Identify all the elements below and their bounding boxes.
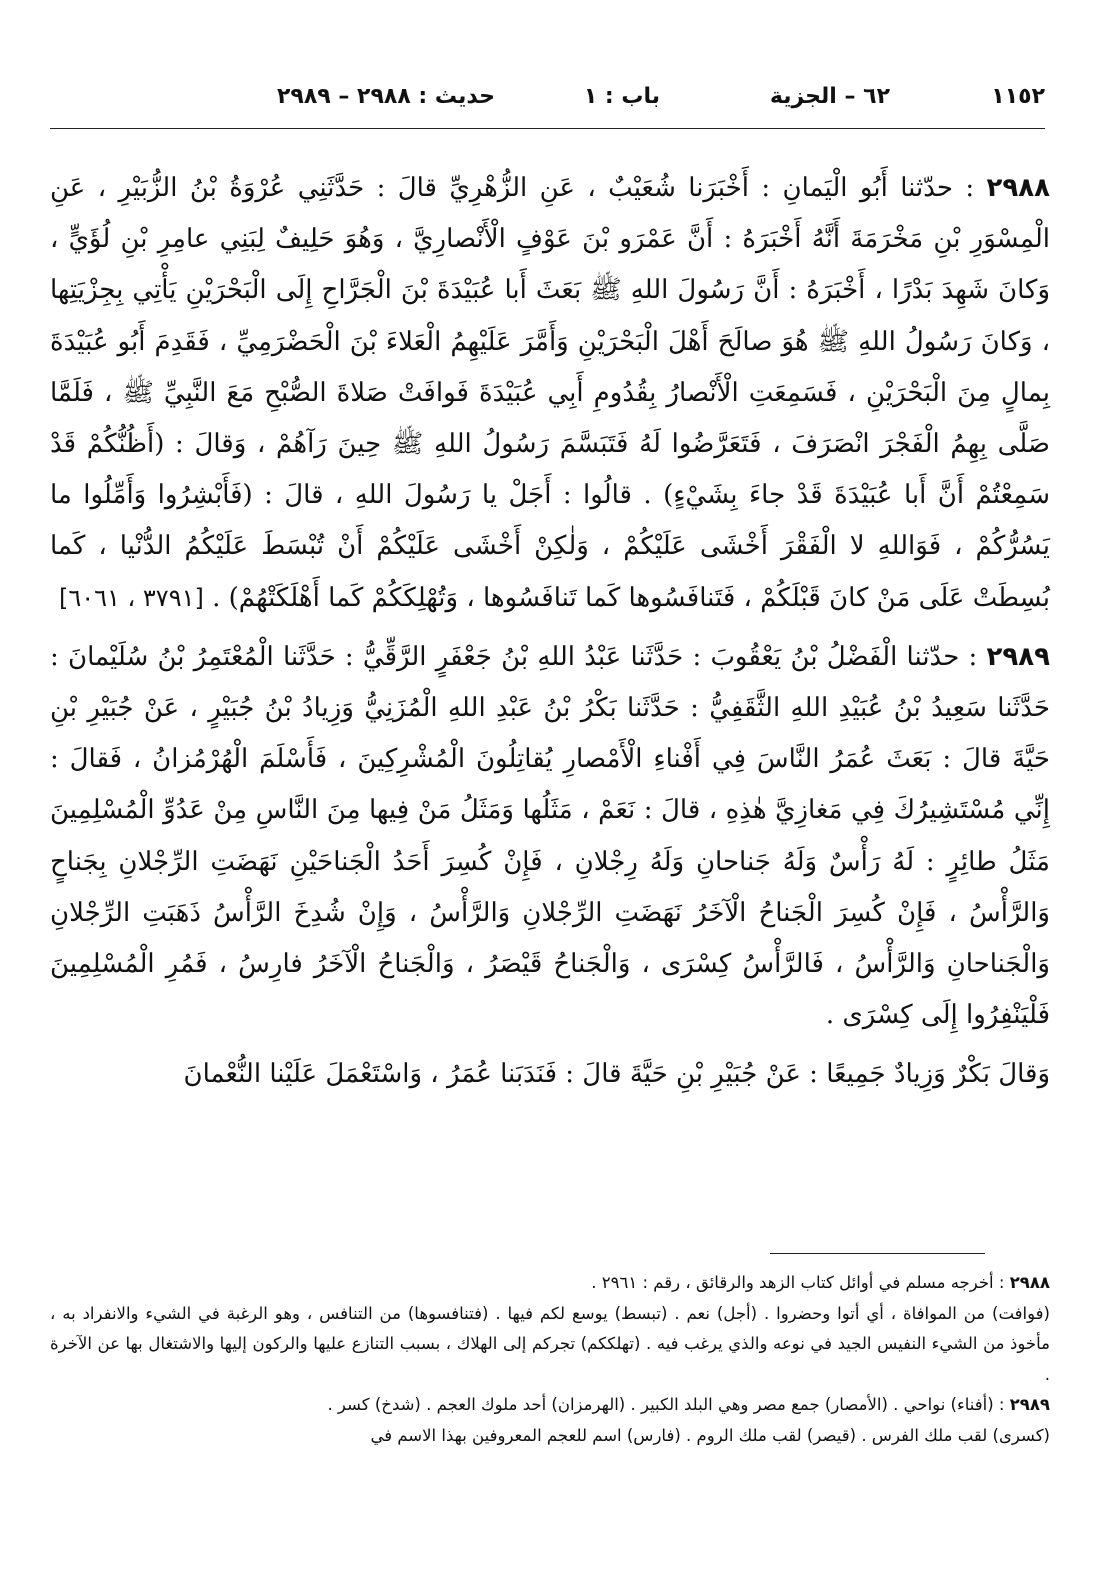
footnote-line: : (أفناء) نواحي . (الأمصار) جمع مصر وهي البلد الكبير . (الهرمزان) أحد ملوك العجم . (شدخ) كسر . [327,1395,1010,1414]
hadith-number: ٢٩٨٨ [986,173,1050,203]
footnote-2988 [50,1268,1050,1299]
footnote-line: : أخرجه مسلم في أوائل كتاب الزهد والرقائق ، رقم : ٢٩٦١ . [591,1273,1010,1292]
footnote-2989-glossary [50,1421,1050,1452]
footnote-line: (فوافت) من الموافاة ، أي أتوا وحضروا . (أجل) نعم . (تبسط) يوسع لكم فيها . (فتنافسوها) من التنافس ، وهو الرغبة في الشيء والانفراد به ، مأخوذ من الشيء النفيس الجيد في نوعه والذي يرغب فيه . (تهلككم) تجركم إلى الهلاك ، بسبب التنازع عليها والركون إليها والاشتغال بها عن الآخرة . [50,1303,1050,1384]
footnote-divider [770,1253,985,1254]
hadith-2989-continuation [50,1049,1050,1100]
footnote-2989 [50,1390,1050,1421]
hadith-cross-references: [٣٧٩١ ، ٦٠٦١] [58,583,204,612]
footnotes [50,1268,1050,1451]
hadith-text: وَقالَ بَكْرٌ وَزِيادٌ جَمِيعًا : عَنْ جُبَيْرِ بْنِ حَيَّةَ قالَ : فَنَدَبَنا عُمَرُ ، وَاسْتَعْمَلَ عَلَيْنا النُّعْمانَ [183,1059,1050,1090]
page-number: ١١٥٢ [991,84,1045,109]
hadith-2988 [50,163,1050,624]
header-divider [50,128,1045,129]
chapter-number: باب : ١ [583,84,660,109]
hadith-range: حديث : ٢٩٨٨ – ٢٩٨٩ [277,84,495,109]
hadith-2989 [50,632,1050,1042]
footnote-line: (كسرى) لقب ملك الفرس . (قيصر) لقب ملك الروم . (فارس) اسم للعجم المعروفين بهذا الاسم في [370,1425,1050,1445]
hadith-text: : حدّثنا الْفَضْلُ بْنُ يَعْقُوبَ : حَدَّثَنا عَبْدُ اللهِ بْنُ جَعْفَرٍ الرَّقِّيُّ : حَدَّثَنا الْمُعْتَمِرُ بْنُ سُلَيْمانَ : حَدَّثَنا سَعِيدُ بْنُ عُبَيْدِ اللهِ الثَّقَفِيُّ : حَدَّثَنا بَكْرُ بْنُ عَبْدِ اللهِ الْمُزَنِيُّ وَزِيادُ بْنُ جُبَيْرٍ ، عَنْ جُبَيْرِ بْنِ حَيَّةَ قالَ : بَعَثَ عُمَرُ النَّاسَ فِي أَفْناءِ الْأَمْصارِ يُقاتِلُونَ الْمُشْرِكِينَ ، فَأَسْلَمَ الْهُرْمُزانُ ، فَقالَ : إِنِّي مُسْتَشِيرُكَ فِي مَغازِيَّ هٰذِهِ ، قالَ : نَعَمْ ، مَثَلُها وَمَثَلُ مَنْ فِيها مِنَ النَّاسِ مِنْ عَدُوِّ الْمُسْلِمِينَ مَثَلُ طائِرٍ : لَهُ رَأْسٌ وَلَهُ جَناحانِ وَلَهُ رِجْلانِ ، فَإِنْ كُسِرَ أَحَدُ الْجَناحَيْنِ نَهَضَتِ الرِّجْلانِ بِجَناحٍ وَالرَّأْسُ ، فَإِنْ كُسِرَ الْجَناحُ الْآخَرُ نَهَضَتِ الرِّجْلانِ وَالرَّأْسُ ، وَإِنْ شُدِخَ الرَّأْسُ ذَهَبَتِ الرِّجْلانِ وَالْجَناحانِ وَالرَّأْسُ ، فَالرَّأْسُ كِسْرَى ، وَالْجَناحُ قَيْصَرُ ، وَالْجَناحُ الْآخَرُ فارِسُ ، فَمُرِ الْمُسْلِمِينَ فَلْيَنْفِرُوا إِلَى كِسْرَى . [50,641,1050,1031]
footnote-number: ٢٩٨٩ [1009,1395,1050,1414]
hadith-text: : حدّثنا أَبُو الْيَمانِ : أَخْبَرَنا شُعَيْبٌ ، عَنِ الزُّهْرِيِّ قالَ : حَدَّثَنِي عُرْوَةُ بْنُ الزُّبَيْرِ ، عَنِ الْمِسْوَرِ بْنِ مَخْرَمَةَ أَنَّهُ أَخْبَرَهُ : أَنَّ عَمْرَو بْنَ عَوْفٍ الْأَنْصارِيَّ ، وَهُوَ حَلِيفٌ لِبَنِي عامِرِ بْنِ لُؤَيٍّ ، وَكانَ شَهِدَ بَدْرًا ، أَخْبَرَهُ : أَنَّ رَسُولَ اللهِ ﷺ بَعَثَ أَبا عُبَيْدَةَ بْنَ الْجَرَّاحِ إِلَى الْبَحْرَيْنِ يَأْتِي بِجِزْيَتِها ، وَكانَ رَسُولُ اللهِ ﷺ هُوَ صالَحَ أَهْلَ الْبَحْرَيْنِ وَأَمَّرَ عَلَيْهِمُ الْعَلاءَ بْنَ الْحَضْرَمِيِّ ، فَقَدِمَ أَبُو عُبَيْدَةَ بِمالٍ مِنَ الْبَحْرَيْنِ ، فَسَمِعَتِ الْأَنْصارُ بِقُدُومِ أَبِي عُبَيْدَةَ فَوافَتْ صَلاةَ الصُّبْحِ مَعَ النَّبِيِّ ﷺ ، فَلَمَّا صَلَّى بِهِمُ الْفَجْرَ انْصَرَفَ ، فَتَعَرَّضُوا لَهُ فَتَبَسَّمَ رَسُولُ اللهِ ﷺ حِينَ رَآهُمْ ، وَقالَ : (أَظُنُّكُمْ قَدْ سَمِعْتُمْ أَنَّ أَبا عُبَيْدَةَ قَدْ جاءَ بِشَيْءٍ) . قالُوا : أَجَلْ يا رَسُولَ اللهِ ، قالَ : (فَأَبْشِرُوا وَأَمِّلُوا ما يَسُرُّكُمْ ، فَوَاللهِ لا الْفَقْرَ أَخْشَى عَلَيْكُمْ ، وَلٰكِنْ أَخْشَى عَلَيْكُمْ أَنْ تُبْسَطَ عَلَيْكُمُ الدُّنْيا ، كَما بُسِطَتْ عَلَى مَنْ كانَ قَبْلَكُمْ ، فَتَنافَسُوها كَما تَنافَسُوها ، وَتُهْلِكَكُمْ كَما أَهْلَكَتْهُمْ) . [50,173,1050,613]
book-title: ٦٢ – الجزية [769,84,890,109]
main-text [50,163,1050,1101]
footnote-2988-glossary [50,1299,1050,1391]
running-header [195,78,1045,118]
hadith-number: ٢٩٨٩ [986,641,1050,672]
footnote-number: ٢٩٨٨ [1009,1273,1050,1292]
